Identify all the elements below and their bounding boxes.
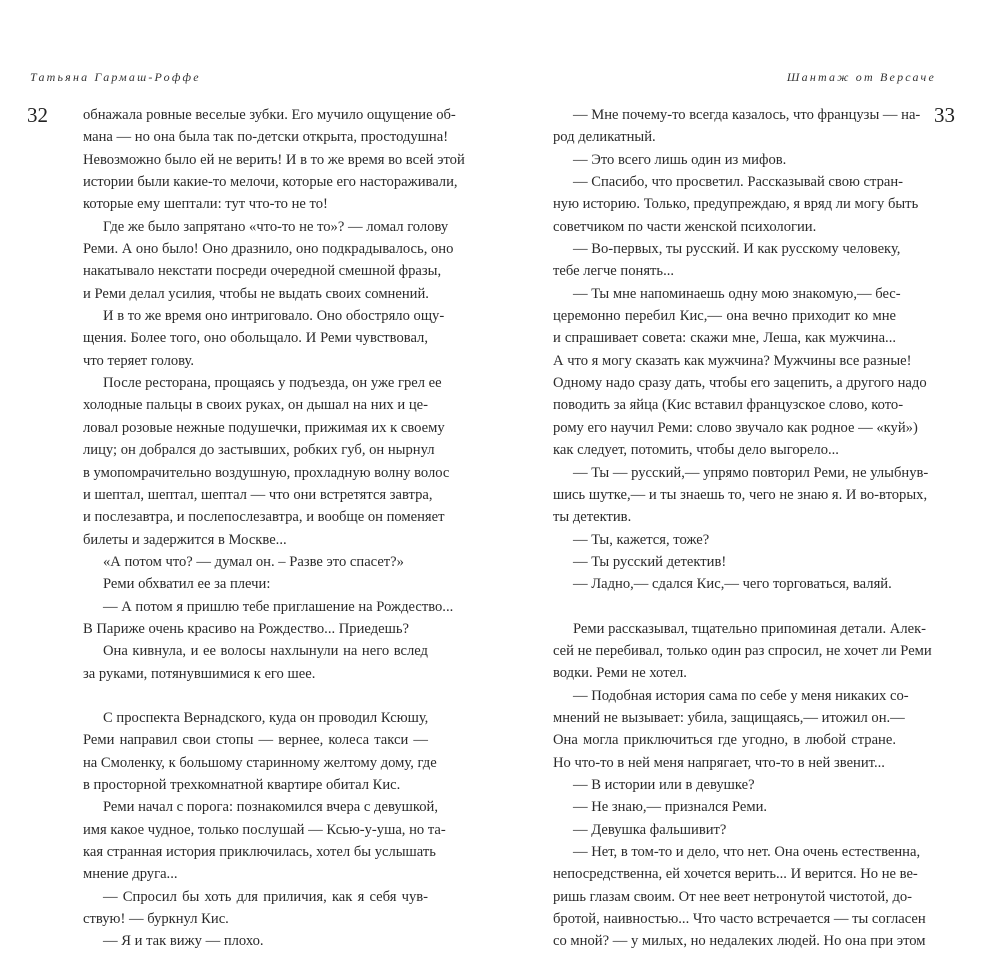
text-line: в просторной трехкомнатной квартире обитал Кис. bbox=[83, 776, 401, 793]
text-line: мнение друга... bbox=[83, 866, 178, 883]
text-line: И в то же время оно интриговало. Оно обостряло ощу- bbox=[103, 308, 445, 325]
text-line: Она кивнула, и ее волосы нахлынули на него вслед bbox=[103, 643, 428, 660]
paragraph bbox=[83, 551, 428, 573]
text-line: щения. Более того, оно обольщало. И Реми чувствовал, bbox=[83, 330, 428, 347]
text-line: ловал розовые нежные подушечки, прижимая их к своему bbox=[83, 419, 445, 436]
text-line: — Мне почему-то всегда казалось, что французы — на- bbox=[573, 107, 921, 123]
text-line: — Спасибо, что просветил. Рассказывай свою стран- bbox=[573, 174, 904, 191]
text-line: род деликатный. bbox=[553, 129, 656, 146]
text-line: Реми начал с порога: познакомился вчера с девушкой, bbox=[103, 799, 438, 816]
paragraph bbox=[553, 529, 896, 551]
text-line: истории были какие-то мелочи, которые его настораживали, bbox=[83, 174, 458, 191]
text-line: — Ты русский детектив! bbox=[573, 553, 727, 570]
text-line: тебе легче понять... bbox=[553, 263, 675, 280]
paragraph bbox=[553, 774, 896, 796]
paragraph bbox=[83, 573, 428, 595]
text-line: за руками, потянувшимися к его шее. bbox=[83, 665, 316, 682]
text-line: — Во-первых, ты русский. И как русскому человеку, bbox=[573, 241, 901, 258]
text-line: — Я и так вижу — плохо. bbox=[103, 933, 264, 950]
text-line: поводить за яйца (Кис вставил французское слово, кото- bbox=[553, 397, 904, 414]
text-line: и спрашивает совета: скажи мне, Леша, как мужчина... bbox=[553, 330, 896, 347]
text-line: которые ему шептали: тут что-то не то! bbox=[83, 196, 328, 213]
text-line: со мной? — у милых, но недалеких людей. Но она при этом bbox=[553, 933, 926, 950]
paragraph bbox=[83, 707, 437, 796]
text-line: — А потом я пришлю тебе приглашение на Рождество... bbox=[103, 598, 454, 615]
running-header-title: Шантаж от Версаче bbox=[786, 70, 936, 84]
paragraph bbox=[553, 149, 896, 171]
text-line: как следует, потомить, чтобы дело выгорело... bbox=[553, 442, 839, 459]
text-line: рому его научил Реми: слово звучало как родное — «куй») bbox=[553, 419, 918, 436]
paragraph bbox=[83, 216, 454, 305]
right-page-body bbox=[553, 104, 932, 953]
text-line: Реми обхватил ее за плечи: bbox=[103, 576, 271, 593]
paragraph bbox=[553, 283, 927, 462]
text-line: С проспекта Вернадского, куда он проводил Ксюшу, bbox=[103, 709, 429, 726]
paragraph bbox=[553, 551, 896, 573]
text-line: холодные пальцы в своих руках, он дышал на них и це- bbox=[83, 397, 428, 414]
paragraph bbox=[83, 930, 428, 952]
text-line: — Ты, кажется, тоже? bbox=[573, 531, 710, 548]
running-header-author: Татьяна Гармаш-Роффе bbox=[30, 70, 201, 84]
text-line: мана — но она была так по-детски открыта, простодушна! bbox=[83, 129, 449, 146]
text-line: — Ты мне напоминаешь одну мою знакомую,— бес- bbox=[573, 285, 901, 302]
text-line: кая странная история приключилась, хотел бы услышать bbox=[83, 844, 436, 860]
paragraph bbox=[553, 685, 909, 774]
text-line: После ресторана, прощаясь у подъезда, он уже грел ее bbox=[103, 375, 442, 392]
text-line: Одному надо сразу дать, чтобы его зацепить, а другого надо bbox=[553, 375, 927, 392]
text-line: Реми. А оно было! Оно дразнило, оно подкрадывалось, оно bbox=[83, 241, 454, 258]
text-line: билеты и задержится в Москве... bbox=[83, 531, 287, 548]
text-line: водки. Реми не хотел. bbox=[553, 665, 687, 682]
paragraph bbox=[83, 372, 450, 551]
text-line: ришь глазам своим. От нее веет нетронутой чистотой, до- bbox=[553, 888, 913, 905]
paragraph bbox=[83, 886, 428, 931]
text-line: «А потом что? — думал он. – Разве это спасет?» bbox=[103, 553, 404, 570]
paragraph bbox=[553, 171, 919, 238]
text-line: непосредственна, ей хочется верить... И верится. Но не ве- bbox=[553, 866, 918, 883]
text-line: ствую! — буркнул Кис. bbox=[83, 911, 229, 928]
text-line: — В истории или в девушке? bbox=[573, 776, 755, 793]
paragraph bbox=[553, 796, 896, 818]
text-line: — Спросил бы хоть для приличия, как я себя чув- bbox=[103, 888, 428, 905]
text-line: что теряет голову. bbox=[83, 352, 195, 369]
paragraph bbox=[553, 618, 932, 685]
paragraph bbox=[553, 841, 926, 953]
text-line: церемонно перебил Кис,— она вечно приходит ко мне bbox=[553, 308, 896, 325]
text-line: сей не перебивал, только один раз спросил, не хочет ли Реми bbox=[553, 642, 932, 659]
text-line: на Смоленку, к большому старинному желтому дому, где bbox=[83, 754, 437, 771]
page-number-right: 33 bbox=[934, 103, 955, 127]
text-line: — Не знаю,— признался Реми. bbox=[573, 799, 768, 816]
paragraph bbox=[553, 819, 896, 841]
paragraph bbox=[553, 104, 921, 149]
text-line: А что я могу сказать как мужчина? Мужчины все разные! bbox=[553, 352, 912, 369]
text-line: и послезавтра, и послепослезавтра, и вообще он поменяет bbox=[83, 509, 445, 526]
paragraph bbox=[553, 462, 929, 529]
paragraph bbox=[83, 796, 446, 885]
text-line: В Париже очень красиво на Рождество... Приедешь? bbox=[83, 620, 409, 637]
text-line: в умопомрачительно воздушную, прохладную волну волос bbox=[83, 464, 450, 481]
text-line: шись шутке,— и ты знаешь то, чего не знаю я. И во-вторых, bbox=[553, 486, 928, 503]
text-line: ты детектив. bbox=[553, 509, 632, 526]
text-line: Реми направил свои стопы — вернее, колеса такси — bbox=[83, 732, 428, 749]
paragraph bbox=[83, 596, 454, 641]
text-line: — Это всего лишь один из мифов. bbox=[573, 151, 787, 168]
text-line: и шептал, шептал, шептал — что они встретятся завтра, bbox=[83, 486, 433, 503]
text-line: лицу; он добрался до застывших, робких губ, он нырнул bbox=[83, 442, 435, 459]
text-line: ную историю. Только, предупреждаю, я вряд ли могу быть bbox=[553, 196, 919, 213]
paragraph bbox=[553, 573, 896, 595]
text-line: Где же было запрятано «что-то не то»? — ломал голову bbox=[103, 218, 449, 235]
text-line: бротой, наивностью... Что часто встречается — ты согласен bbox=[553, 911, 926, 928]
text-line: — Ты — русский,— упрямо повторил Реми, не улыбнув- bbox=[573, 464, 929, 481]
text-line: советчиком по части женской психологии. bbox=[553, 218, 817, 235]
text-line: — Девушка фальшивит? bbox=[573, 821, 727, 838]
paragraph bbox=[553, 238, 901, 283]
page-number-left: 32 bbox=[27, 103, 48, 127]
text-line: мнений не вызывает: убила, защищаясь,— итожил он.— bbox=[553, 709, 905, 726]
text-line: обнажала ровные веселые зубки. Его мучило ощущение об- bbox=[83, 107, 456, 123]
text-line: имя какое чудное, только послушай — Ксью-у-уша, но та- bbox=[83, 821, 446, 838]
left-page-body bbox=[83, 104, 465, 953]
text-line: и Реми делал усилия, чтобы не выдать своих сомнений. bbox=[83, 285, 429, 302]
text-line: Но что-то в ней меня напрягает, что-то в ней звенит... bbox=[553, 754, 885, 771]
text-line: Невозможно было ей не верить! И в то же время во всей этой bbox=[83, 151, 465, 168]
paragraph bbox=[83, 104, 465, 216]
paragraph bbox=[83, 305, 445, 372]
text-line: накатывало некстати посреди очередной смешной фразы, bbox=[83, 263, 442, 280]
paragraph bbox=[83, 640, 428, 685]
text-line: Реми рассказывал, тщательно припоминая детали. Алек- bbox=[573, 620, 927, 637]
text-line: — Нет, в том-то и дело, что нет. Она очень естественна, bbox=[573, 844, 921, 860]
text-line: — Подобная история сама по себе у меня никаких со- bbox=[573, 687, 909, 704]
text-line: — Ладно,— сдался Кис,— чего торговаться, валяй. bbox=[573, 576, 892, 593]
text-line: Она могла приключиться где угодно, в любой стране. bbox=[553, 732, 896, 749]
